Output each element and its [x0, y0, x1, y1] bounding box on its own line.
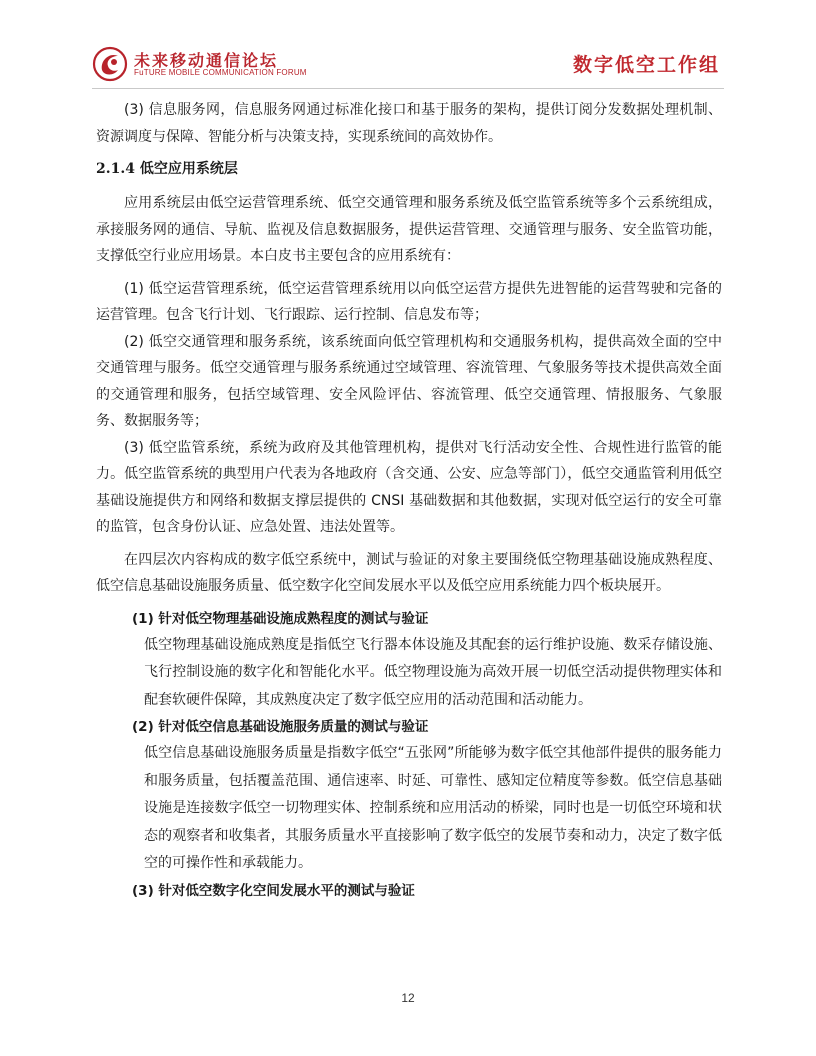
page-content [96, 97, 722, 904]
subheading-test-2: (2) 针对低空信息基础设施服务质量的测试与验证 [132, 719, 429, 735]
subheading-test-1: (1) 针对低空物理基础设施成熟程度的测试与验证 [132, 610, 429, 627]
paragraph-app-layer: 应用系统层由低空运营管理系统、低空交通管理和服务系统及低空监管系统等多个云系统组成，承接服务网的通信、导航、监视及信息数据服务，提供运营管理、交通管理与服务、安全监管功能，支撑低空行业应用场景。本白皮书主要包含的应用系统有： [96, 195, 722, 264]
org-name-en: FuTURE MOBILE COMMUNICATION FORUM [134, 68, 307, 77]
forum-logo-icon [92, 46, 128, 82]
working-group-title: 数字低空工作组 [572, 54, 720, 76]
paragraph-test-2: 低空信息基础设施服务质量是指数字低空“五张网”所能够为数字低空其他部件提供的服务能力和服务质量，包括覆盖范围、通信速率、时延、可靠性、感知定位精度等参数。低空信息基础设施是连接数字低空一切物理实体、控制系统和应用活动的桥梁，同时也是一切低空环境和状态的观察者和收集者，其服务质量水平直接影响了数字低空的发展节奏和动力，决定了数字低空的可操作性和承载能力。 [144, 745, 722, 871]
paragraph-item-1: (1) 低空运营管理系统，低空运营管理系统用以向低空运营方提供先进智能的运营驾驶和完备的运营管理。包含飞行计划、飞行跟踪、运行控制、信息发布等； [96, 280, 722, 323]
org-name-cn: 未来移动通信论坛 [134, 51, 279, 70]
paragraph-item-3: (3) 低空监管系统，系统为政府及其他管理机构，提供对飞行活动安全性、合规性进行监管的能力。低空监管系统的典型用户代表为各地政府（含交通、公安、应急等部门），低空交通监管利用低空基础设施提供方和网络和数据支撑层提供的 CNSI 基础数据和其他数据，实现对低空运行的安全可靠的监管，包含身份认证、应急处置、违法处置等。 [96, 439, 722, 535]
page-number: 12 [401, 991, 415, 1005]
paragraph-summary: 在四层次内容构成的数字低空系统中，测试与验证的对象主要围绕低空物理基础设施成熟程度、低空信息基础设施服务质量、低空数字化空间发展水平以及低空应用系统能力四个板块展开。 [96, 551, 722, 594]
paragraph-info-service: (3) 信息服务网，信息服务网通过标准化接口和基于服务的架构，提供订阅分发数据处理机制、资源调度与保障、智能分析与决策支持，实现系统间的高效协作。 [96, 102, 722, 145]
subheading-test-3: (3) 针对低空数字化空间发展水平的测试与验证 [132, 882, 415, 899]
paragraph-test-1: 低空物理基础设施成熟度是指低空飞行器本体设施及其配套的运行维护设施、数采存储设施、飞行控制设施的数字化和智能化水平。低空物理设施为高效开展一切低空活动提供物理实体和配套软硬件保障，其成熟度决定了数字低空应用的活动范围和活动能力。 [144, 636, 722, 708]
page-header [92, 40, 724, 88]
paragraph-item-2: (2) 低空交通管理和服务系统，该系统面向低空管理机构和交通服务机构，提供高效全面的空中交通管理与服务。低空交通管理与服务系统通过空域管理、容流管理、气象服务等技术提供高效全面的交通管理和服务，包括空域管理、安全风险评估、容流管理、低空交通管理、情报服务、气象服务、数据服务等； [96, 333, 722, 429]
section-heading: 2.1.4 低空应用系统层 [96, 161, 238, 177]
header-divider [92, 88, 724, 89]
